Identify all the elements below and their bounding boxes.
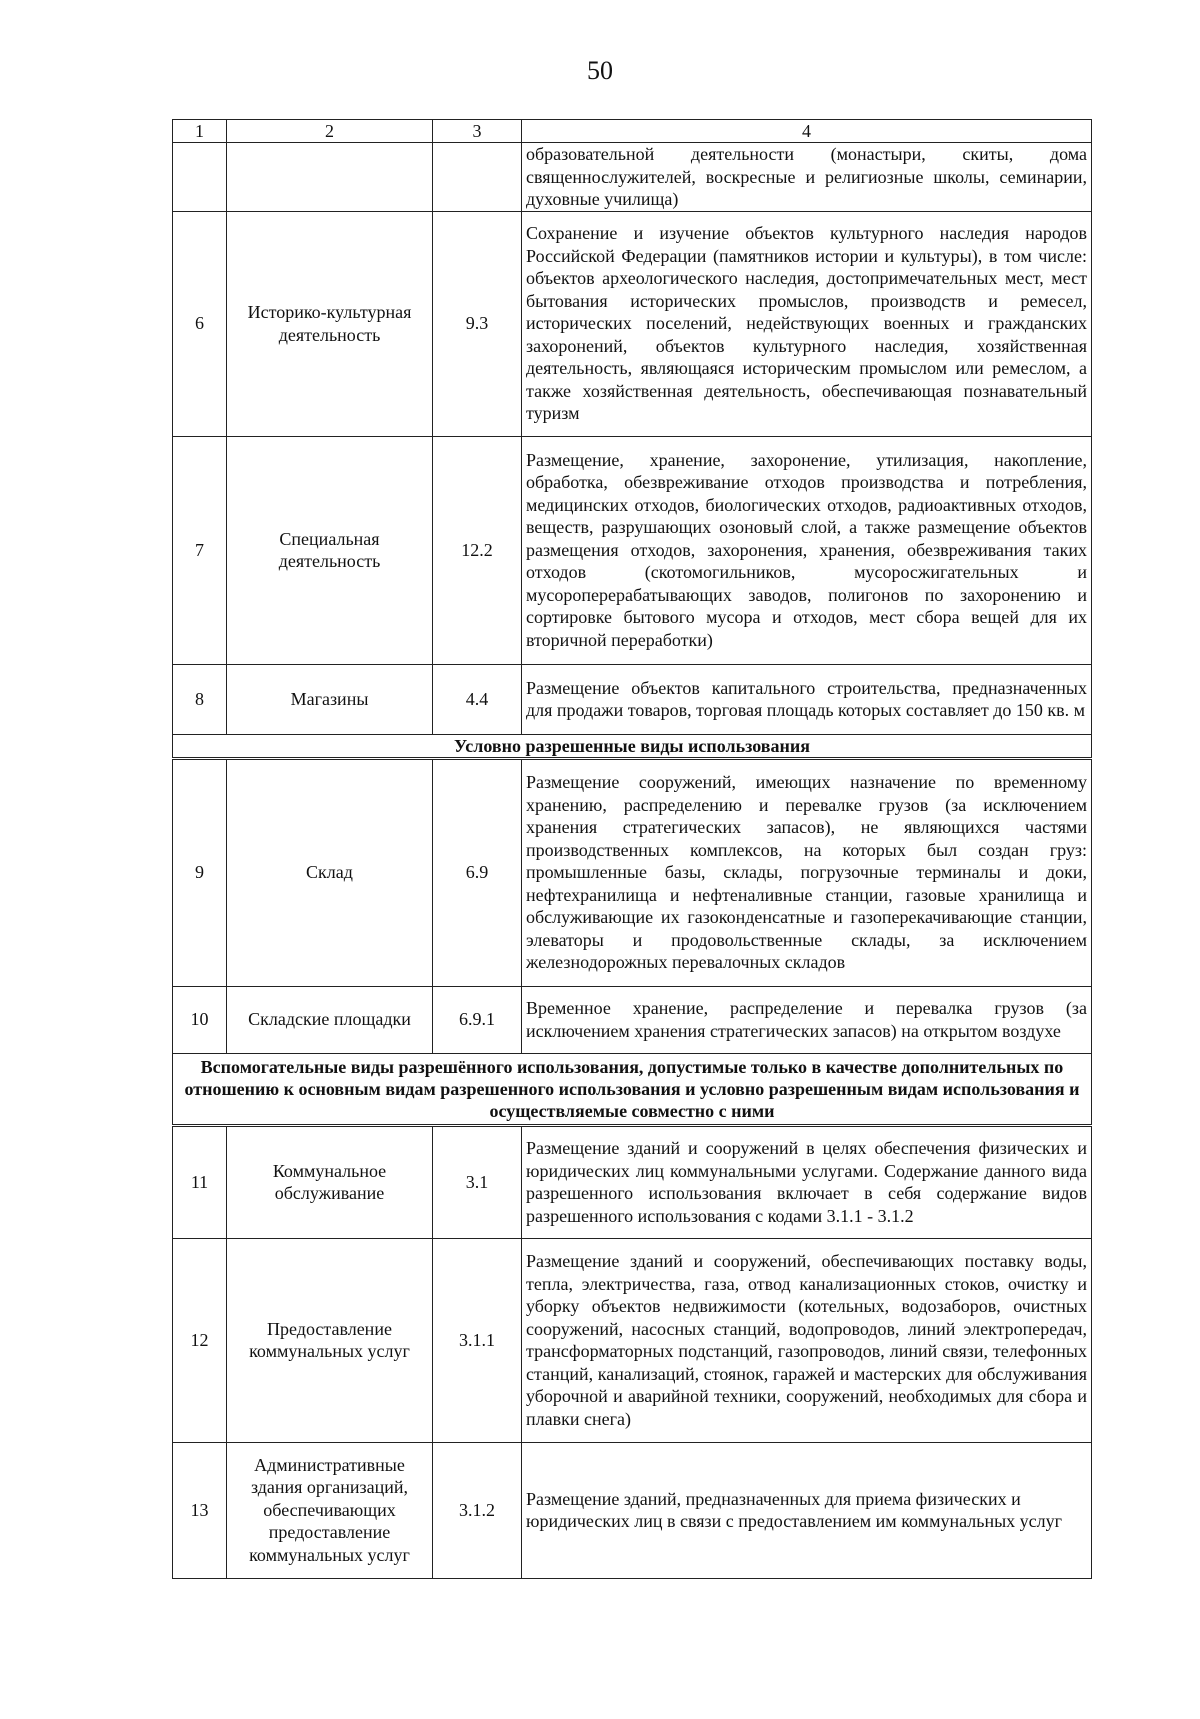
header-col-4: 4 <box>522 120 1092 143</box>
row-description: Размещение объектов капитального строительства, предназначенных для продажи товаров, торговая площадь которых составляет до 150 кв. м <box>522 664 1092 734</box>
row-number: 8 <box>173 664 227 734</box>
row-number: 10 <box>173 986 227 1053</box>
row-code: 3.1 <box>433 1125 522 1238</box>
section-row-conditional <box>173 734 1092 758</box>
table-row <box>173 1125 1092 1238</box>
row-description: Размещение зданий и сооружений в целях обеспечения физических и юридических лиц коммунальными услугами. Содержание данного вида разрешенного использования включает в себя содержание видов разрешенного использования с кодами 3.1.1 - 3.1.2 <box>522 1125 1092 1238</box>
row-code: 3.1.2 <box>433 1442 522 1578</box>
row-number: 9 <box>173 758 227 986</box>
table-row <box>173 143 1092 212</box>
row-code: 4.4 <box>433 664 522 734</box>
row-number <box>173 143 227 212</box>
header-col-1: 1 <box>173 120 227 143</box>
row-code: 3.1.1 <box>433 1238 522 1442</box>
header-col-3: 3 <box>433 120 522 143</box>
row-name: Специальная деятельность <box>227 436 433 664</box>
row-name: Склад <box>227 758 433 986</box>
table-row <box>173 1442 1092 1578</box>
land-use-table <box>172 119 1092 1579</box>
row-number: 6 <box>173 211 227 436</box>
row-name: Коммунальное обслуживание <box>227 1125 433 1238</box>
table-row <box>173 436 1092 664</box>
row-number: 7 <box>173 436 227 664</box>
section-heading-conditional: Условно разрешенные виды использования <box>173 734 1092 758</box>
page-number: 50 <box>587 56 613 85</box>
row-description: образовательной деятельности (монастыри, скиты, дома священнослужителей, воскресные и религиозные школы, семинарии, духовные училища) <box>522 143 1092 212</box>
row-code: 6.9 <box>433 758 522 986</box>
row-description: Сохранение и изучение объектов культурного наследия народов Российской Федерации (памятников истории и культуры), в том числе: объектов археологического наследия, достопримечательных мест, мест бытования исторических промыслов, производств и ремесел, исторических поселений, недействующих военных и гражданских захоронений, объектов культурного наследия, хозяйственная деятельность, являющаяся историческим промыслом или ремеслом, а также хозяйственная деятельность, обеспечивающая познавательный туризм <box>522 211 1092 436</box>
table-header-row <box>173 120 1092 143</box>
header-col-2: 2 <box>227 120 433 143</box>
row-code <box>433 143 522 212</box>
table-row <box>173 986 1092 1053</box>
section-row-auxiliary <box>173 1053 1092 1125</box>
row-name <box>227 143 433 212</box>
row-description: Размещение зданий и сооружений, обеспечивающих поставку воды, тепла, электричества, газа, отвод канализационных стоков, очистку и уборку объектов недвижимости (котельных, водозаборов, очистных сооружений, насосных станций, водопроводов, линий электропередач, трансформаторных подстанций, газопроводов, линий связи, телефонных станций, канализаций, стоянок, гаражей и мастерских для обслуживания уборочной и аварийной техники, сооружений, необходимых для сбора и плавки снега) <box>522 1238 1092 1442</box>
row-code: 9.3 <box>433 211 522 436</box>
row-name: Административные здания организаций, обеспечивающих предоставление коммунальных услуг <box>227 1442 433 1578</box>
row-description: Временное хранение, распределение и перевалка грузов (за исключением хранения стратегических запасов) на открытом воздухе <box>522 986 1092 1053</box>
row-code: 6.9.1 <box>433 986 522 1053</box>
row-name: Магазины <box>227 664 433 734</box>
row-name: Предоставление коммунальных услуг <box>227 1238 433 1442</box>
section-heading-auxiliary: Вспомогательные виды разрешённого использования, допустимые только в качестве дополнительных по отношению к основным видам разрешенного использования и условно разрешенным видам использования и осуществляемые совместно с ними <box>173 1053 1092 1125</box>
row-description: Размещение, хранение, захоронение, утилизация, накопление, обработка, обезвреживание отходов производства и потребления, медицинских отходов, биологических отходов, радиоактивных отходов, веществ, разрушающих озоновый слой, а также размещение объектов размещения отходов, захоронения, хранения, обезвреживания таких отходов (скотомогильников, мусоросжигательных и мусороперерабатывающих заводов, полигонов по захоронению и сортировке бытового мусора и отходов, мест сбора вещей для их вторичной переработки) <box>522 436 1092 664</box>
table-row <box>173 1238 1092 1442</box>
row-number: 13 <box>173 1442 227 1578</box>
row-number: 12 <box>173 1238 227 1442</box>
table-row <box>173 211 1092 436</box>
table-row <box>173 664 1092 734</box>
row-name: Историко-культурная деятельность <box>227 211 433 436</box>
table-row <box>173 758 1092 986</box>
row-code: 12.2 <box>433 436 522 664</box>
row-number: 11 <box>173 1125 227 1238</box>
row-description: Размещение зданий, предназначенных для приема физических и юридических лиц в связи с предоставлением им коммунальных услуг <box>522 1442 1092 1578</box>
row-name: Складские площадки <box>227 986 433 1053</box>
row-description: Размещение сооружений, имеющих назначение по временному хранению, распределению и перевалке грузов (за исключением хранения стратегических запасов), не являющихся частями производственных комплексов, на которых был создан груз: промышленные базы, склады, погрузочные терминалы и доки, нефтехранилища и нефтеналивные станции, газовые хранилища и обслуживающие их газоконденсатные и газоперекачивающие станции, элеваторы и продовольственные склады, за исключением железнодорожных перевалочных складов <box>522 758 1092 986</box>
